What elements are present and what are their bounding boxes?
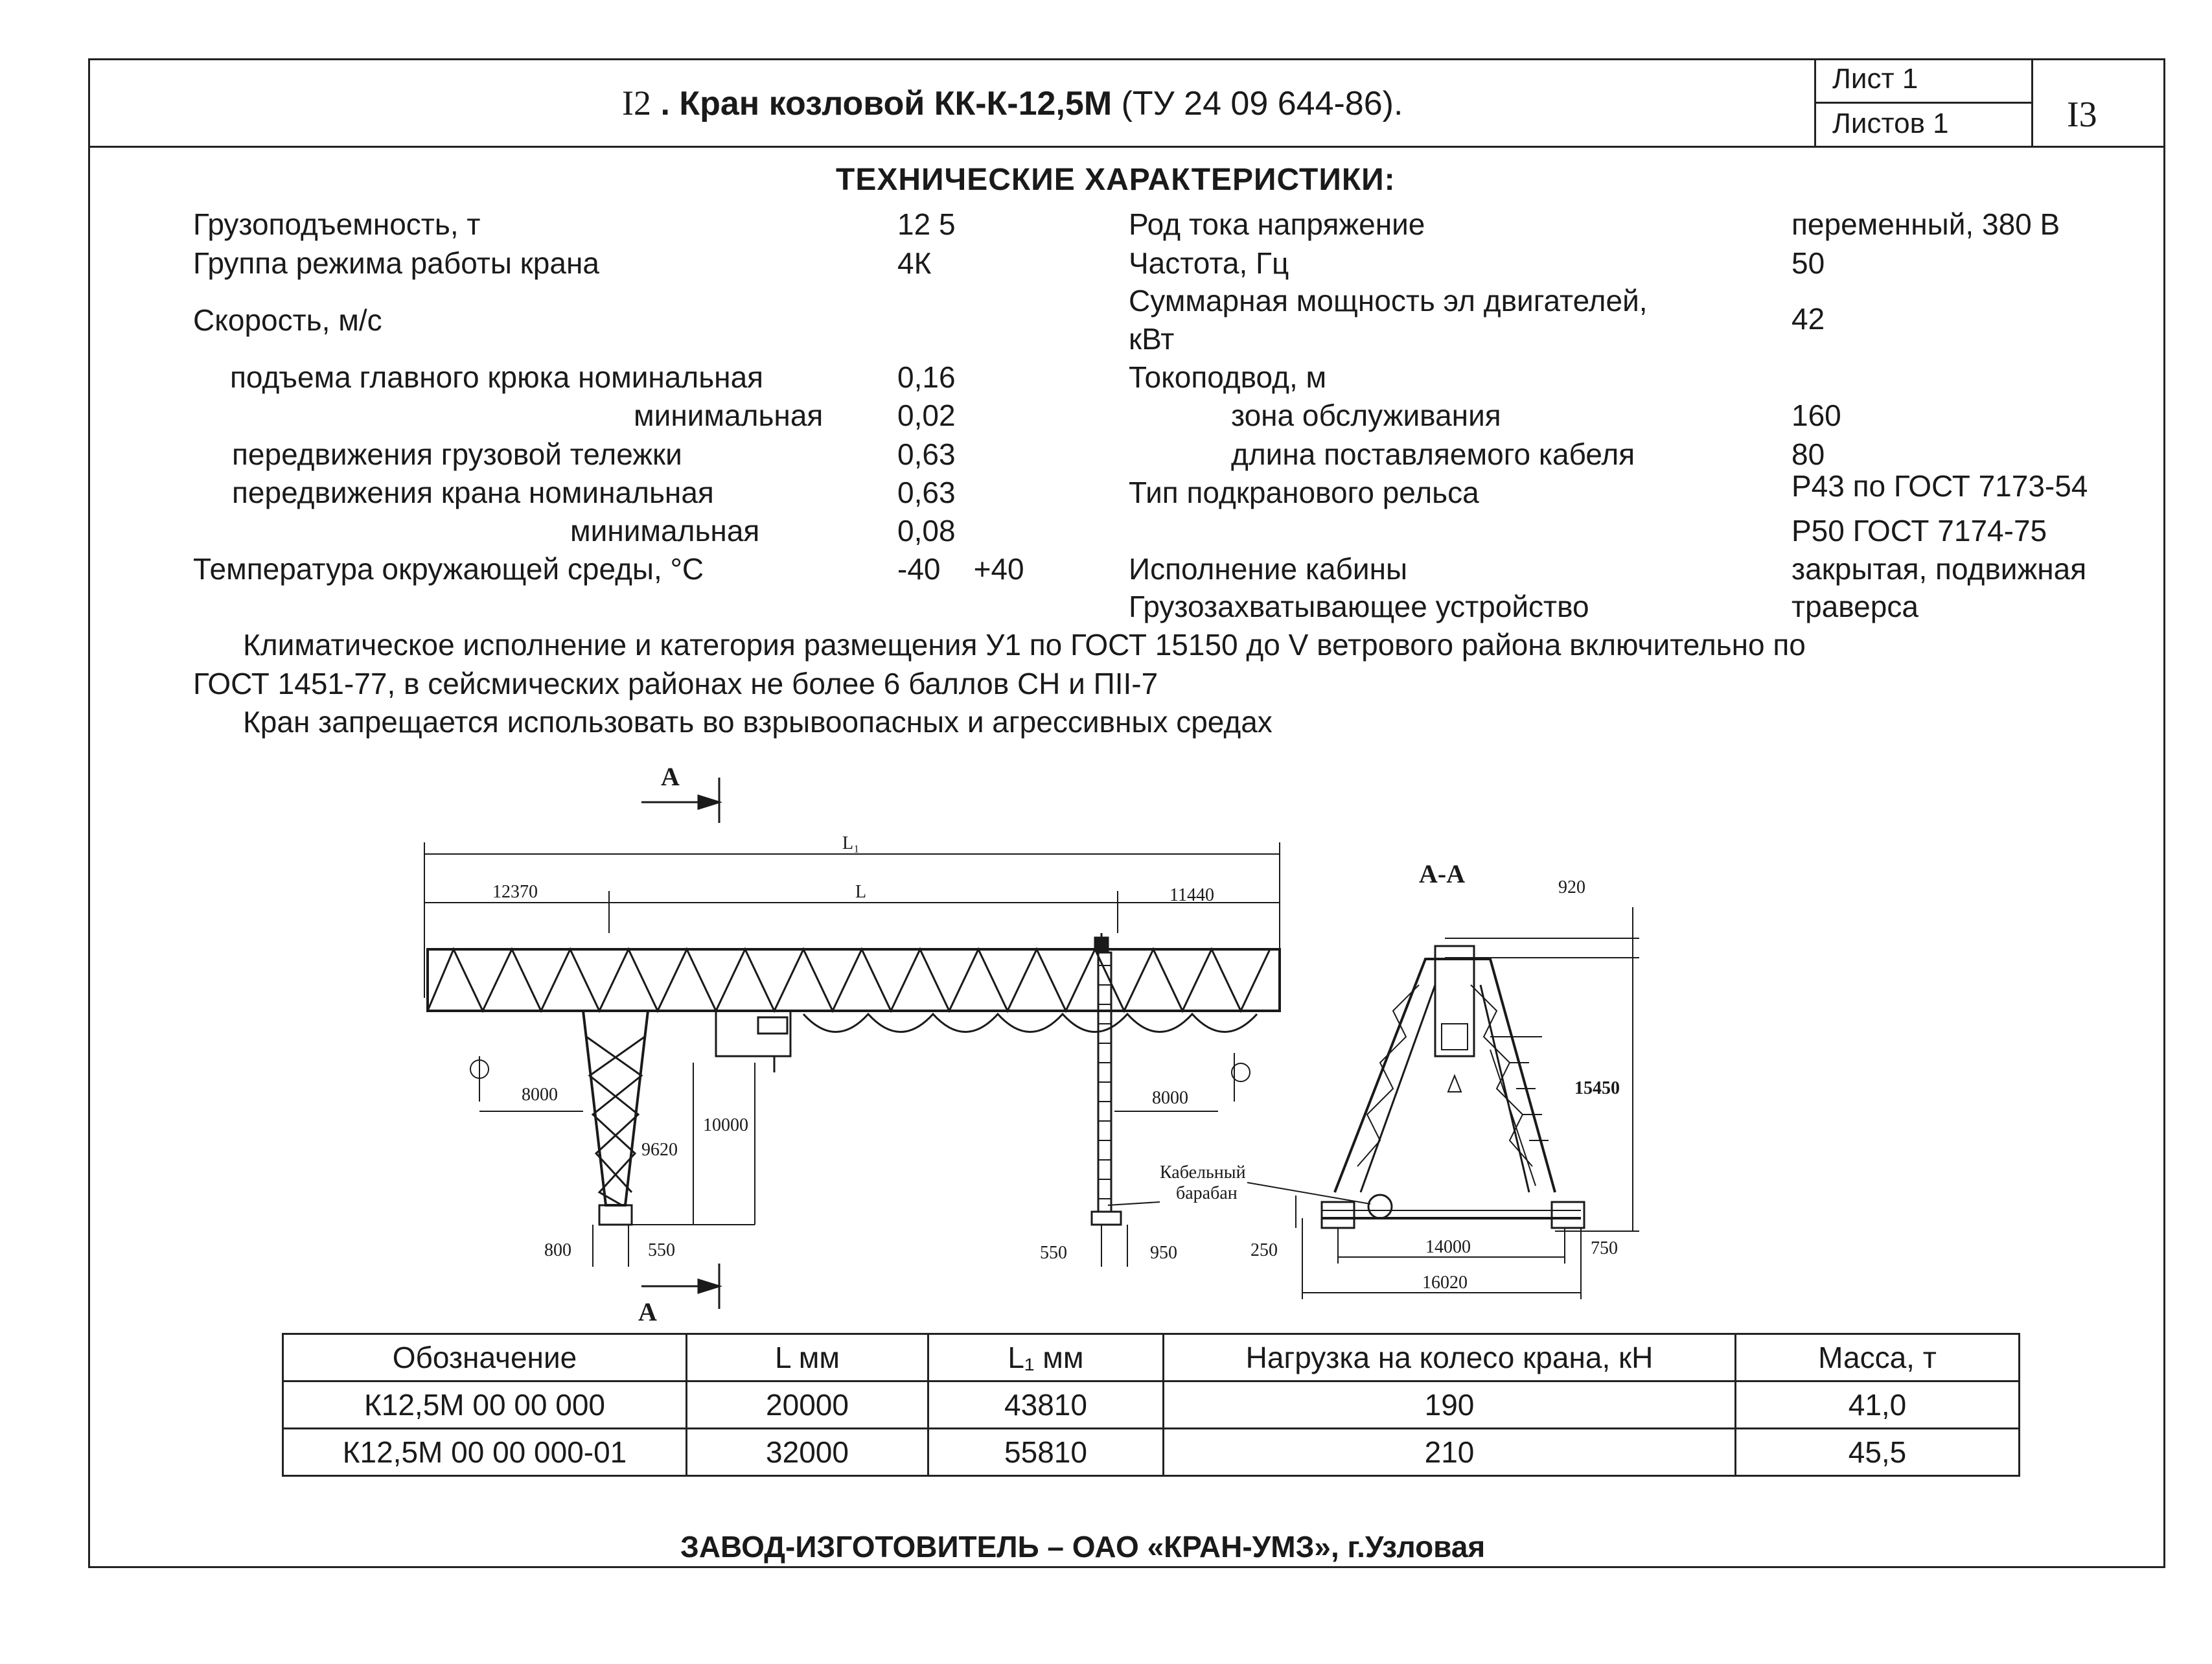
spec-value: 12 5 — [897, 207, 956, 241]
title-number: I2 — [622, 84, 651, 122]
dim-550-right: 550 — [1040, 1243, 1067, 1263]
left-leg — [583, 1011, 648, 1205]
section-aa-frame — [1335, 959, 1555, 1192]
spec-value: -40 +40 — [897, 552, 1024, 586]
section-aa-label: А-А — [1419, 859, 1466, 888]
spec-value: Р50 ГОСТ 7174-75 — [1791, 514, 2047, 548]
dim-950: 950 — [1150, 1243, 1177, 1263]
manufacturer-footer: ЗАВОД-ИЗГОТОВИТЕЛЬ – ОАО «КРАН-УМЗ», г.Узловая — [680, 1530, 1486, 1564]
col-header-l1: L₁ мм — [928, 1334, 1164, 1381]
table-cell: 45,5 — [1736, 1429, 2020, 1476]
cable-drum-label-2: барабан — [1176, 1183, 1238, 1203]
table-cell: 43810 — [928, 1381, 1164, 1429]
col-header-wheel-load: Нагрузка на колесо крана, кН — [1164, 1334, 1736, 1381]
section-a-label-bottom: А — [638, 1297, 657, 1326]
dim-8000-right: 8000 — [1152, 1088, 1188, 1108]
spec-label: передвижения крана номинальная — [232, 476, 714, 509]
spec-value: 42 — [1791, 302, 1825, 336]
sheets-label: Листов 1 — [1832, 108, 1949, 139]
dim-15450: 15450 — [1574, 1078, 1620, 1098]
crane-variants-table — [282, 1333, 2020, 1477]
table-cell: 20000 — [687, 1381, 928, 1429]
dim-920: 920 — [1558, 877, 1585, 897]
col-header-l: L мм — [687, 1334, 928, 1381]
climate-text-line-2: ГОСТ 1451-77, в сейсмических районах не более 6 баллов СН и ПII-7 — [193, 667, 1158, 700]
dim-250: 250 — [1250, 1240, 1278, 1260]
spec-label: Тип подкранового рельса — [1129, 476, 1479, 509]
title-spec: (ТУ 24 09 644-86). — [1112, 85, 1403, 122]
table-header-row — [283, 1334, 2020, 1381]
sheet-label: Лист 1 — [1832, 63, 1918, 95]
spec-label: Токоподвод, м — [1129, 360, 1327, 394]
spec-value: 50 — [1791, 246, 1825, 280]
spec-label: Скорость, м/с — [193, 303, 382, 337]
spec-value: 0,08 — [897, 514, 956, 548]
girder-lattice — [428, 949, 1270, 1011]
col-header-mass: Масса, т — [1736, 1334, 2020, 1381]
section-a-label-top: А — [661, 762, 680, 791]
spec-label: передвижения грузовой тележки — [232, 437, 682, 471]
prohibition-text: Кран запрещается использовать во взрывоопасных и агрессивных средах — [243, 705, 1273, 739]
table-cell: К12,5М 00 00 000 — [283, 1381, 687, 1429]
climate-text-line-1: Климатическое исполнение и категория размещения У1 по ГОСТ 15150 до V ветрового района включительно по — [243, 628, 1806, 662]
spec-label: подъема главного крюка номинальная — [230, 360, 764, 394]
spec-value: 4К — [897, 246, 932, 280]
cable-drum-label-1: Кабельный — [1160, 1162, 1246, 1183]
dim-16020: 16020 — [1422, 1273, 1468, 1293]
table-cell: 190 — [1164, 1381, 1736, 1429]
spec-value: 0,16 — [897, 360, 956, 394]
spec-label: кВт — [1129, 322, 1175, 356]
dim-l1-label: L₁ — [842, 833, 860, 853]
table-cell: 41,0 — [1736, 1381, 2020, 1429]
spec-label: Температура окружающей среды, °C — [193, 552, 704, 586]
table-cell: 32000 — [687, 1429, 928, 1476]
dim-12370: 12370 — [492, 882, 538, 902]
dim-10000: 10000 — [703, 1115, 748, 1135]
dim-8000-left: 8000 — [522, 1085, 558, 1105]
spec-label: Род тока напряжение — [1129, 207, 1425, 241]
dim-750: 750 — [1591, 1238, 1618, 1258]
dim-800: 800 — [544, 1240, 571, 1260]
table-row — [283, 1429, 2020, 1476]
spec-label: Частота, Гц — [1129, 246, 1289, 280]
spec-value: 0,02 — [897, 399, 956, 432]
dim-9620: 9620 — [641, 1140, 678, 1160]
specs-heading: ТЕХНИЧЕСКИЕ ХАРАКТЕРИСТИКИ: — [836, 163, 1396, 197]
spec-label: Группа режима работы крана — [193, 246, 599, 280]
dim-14000: 14000 — [1425, 1237, 1471, 1257]
spec-value: закрытая, подвижная — [1791, 552, 2087, 586]
spec-label: Исполнение кабины — [1129, 552, 1408, 586]
table-cell: 210 — [1164, 1429, 1736, 1476]
table-row — [283, 1381, 2020, 1429]
spec-label: минимальная — [570, 514, 760, 548]
col-header-designation: Обозначение — [283, 1334, 687, 1381]
spec-value: 0,63 — [897, 476, 956, 509]
spec-value: 160 — [1791, 399, 1841, 432]
spec-label: Суммарная мощность эл двигателей, — [1129, 284, 1648, 318]
spec-value: 80 — [1791, 437, 1825, 471]
spec-value: переменный, 380 В — [1791, 207, 2060, 241]
cable-drum — [1368, 1195, 1392, 1218]
spec-label: Грузозахватывающее устройство — [1129, 590, 1589, 623]
table-cell: 55810 — [928, 1429, 1164, 1476]
arrow-head — [698, 796, 719, 809]
table-cell: К12,5М 00 00 000-01 — [283, 1429, 687, 1476]
page-code: I3 — [2067, 95, 2097, 135]
arrow-head — [698, 1280, 719, 1293]
spec-value: траверса — [1791, 590, 1918, 623]
spec-label: зона обслуживания — [1231, 399, 1501, 432]
dim-l-label: L — [855, 882, 867, 902]
spec-label: Грузоподъемность, т — [193, 207, 481, 241]
cable-festoon — [803, 1014, 1257, 1032]
spec-value: 0,63 — [897, 437, 956, 471]
spec-label: минимальная — [634, 399, 824, 432]
title-main: . Кран козловой КК-К-12,5М — [660, 85, 1112, 122]
spec-label: длина поставляемого кабеля — [1231, 437, 1635, 471]
dim-11440: 11440 — [1169, 885, 1214, 905]
dim-550-left: 550 — [648, 1240, 675, 1260]
spec-value: Р43 по ГОСТ 7173-54 — [1791, 469, 2088, 503]
